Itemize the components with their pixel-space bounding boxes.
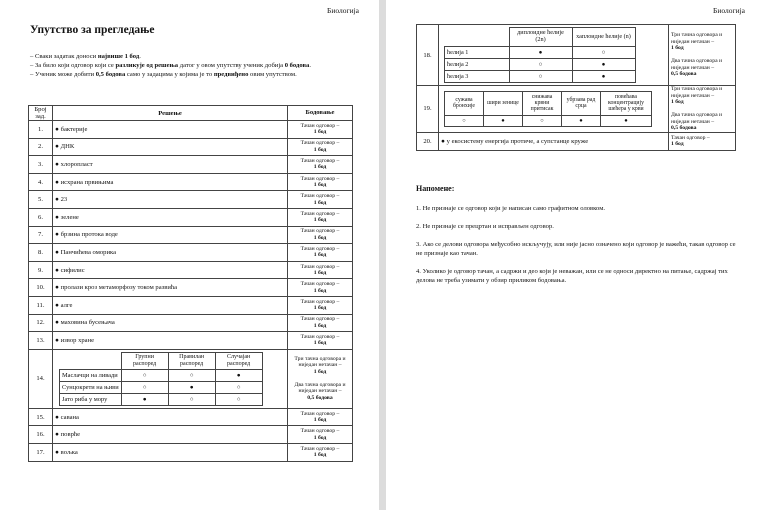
note-item: 4. Уколико је одговор тачан, а садржи и део који је неважан, или се не односи директно на питање, садржај тих делова не треба узимати у обзир приликом бодовања.	[416, 268, 728, 284]
question-19-grid	[439, 86, 669, 133]
page-header: Биологија	[713, 6, 745, 15]
solution-text: ● поврће	[53, 426, 288, 444]
note-item: 3. Ако се делови одговора међусобно искључују, или није јасно означено који одговор је важећи, такав одговор се не признаје као тачан.	[416, 241, 736, 257]
grid-row-label: Маслачци на ливади	[60, 369, 122, 381]
question-number: 12.	[29, 314, 53, 332]
grid-mark: ○	[121, 381, 168, 393]
question-number: 9.	[29, 261, 53, 279]
question-number: 3.	[29, 156, 53, 174]
column-header-number: Број зад.	[29, 106, 53, 121]
question-number: 2.	[29, 138, 53, 156]
solution-text: ● алге	[53, 296, 288, 314]
solution-text: ● савана	[53, 408, 288, 426]
grid-row-label: Сунцокрети на њиви	[60, 381, 122, 393]
points-cell: Тачан одговор – 1 бод	[288, 261, 353, 279]
grid-column-header: Случајан распоред	[215, 352, 262, 369]
answer-table	[416, 24, 736, 151]
points-cell: Тачан одговор – 1 бод	[288, 121, 353, 139]
grid-column-header: шири зенице	[484, 91, 523, 115]
grid-column-header: снижава крвни притисак	[523, 91, 562, 115]
solution-text: ● хлоропласт	[53, 156, 288, 174]
table-row	[417, 86, 736, 133]
grid-row-label: ћелија 3	[445, 71, 510, 83]
answer-table	[28, 105, 353, 462]
grid-row-label: ћелија 1	[445, 47, 510, 59]
points-cell: Тачан одговор – 1 бод	[288, 279, 353, 297]
instruction-line: – За било који одговор који се разликује од решења датог у овом упутству ученик добија 0 бодова.	[30, 62, 311, 69]
grid-mark: ○	[509, 71, 572, 83]
points-cell: Тачан одговор – 1 бод	[288, 443, 353, 461]
table-row	[29, 426, 353, 444]
instruction-line: – Ученик може добити 0,5 бодова само у задацима у којима је то предвиђено овим упутством.	[30, 71, 297, 78]
points-cell: Три тачна одговора и ниједан нетачан – 1 бод Два тачна одговора и ниједан нетачан – 0,5 бодова	[669, 86, 736, 133]
table-row	[29, 349, 353, 408]
points-cell: Тачан одговор – 1 бод	[288, 156, 353, 174]
question-number: 11.	[29, 296, 53, 314]
solution-text: ● пролази кроз метаморфозу током развића	[53, 279, 288, 297]
grid-mark: ●	[168, 381, 215, 393]
grid-mark: ●	[562, 115, 601, 126]
question-number: 16.	[29, 426, 53, 444]
grid-mark: ●	[601, 115, 652, 126]
points-cell: Тачан одговор – 1 бод	[288, 296, 353, 314]
grid-column-header: диплоидне ћелије (2n)	[509, 28, 572, 47]
question-number: 18.	[417, 25, 439, 86]
points-cell: Тачан одговор – 1 бод	[288, 138, 353, 156]
grid-mark: ●	[484, 115, 523, 126]
grid-column-header: повећава концентрацију шећера у крви	[601, 91, 652, 115]
grid-mark: ●	[121, 393, 168, 405]
question-number: 14.	[29, 349, 53, 408]
question-number: 1.	[29, 121, 53, 139]
question-number: 7.	[29, 226, 53, 244]
question-14-grid	[53, 349, 288, 408]
table-row	[29, 173, 353, 191]
points-cell: Три тачна одговора и ниједан нетачан – 1 бод Два тачна одговора и ниједан нетачан – 0,5 бодова	[669, 25, 736, 86]
question-number: 10.	[29, 279, 53, 297]
table-row	[29, 408, 353, 426]
question-number: 8.	[29, 244, 53, 262]
note-item: 1. Не признаје се одговор који је написан само графитном оловком.	[416, 205, 606, 212]
table-row	[29, 156, 353, 174]
question-number: 4.	[29, 173, 53, 191]
question-number: 5.	[29, 191, 53, 209]
grid-mark: ○	[215, 381, 262, 393]
page-title: Упутство за прегледање	[30, 24, 155, 36]
grid-mark: ○	[523, 115, 562, 126]
column-header-points: Бодовање	[288, 106, 353, 121]
grid-mark: ●	[215, 369, 262, 381]
question-number: 13.	[29, 332, 53, 350]
solution-text: ● сифилис	[53, 261, 288, 279]
table-row	[29, 443, 353, 461]
table-row	[29, 279, 353, 297]
grid-column-header: Групни распоред	[121, 352, 168, 369]
grid-column-header: убрзава рад срца	[562, 91, 601, 115]
question-number: 19.	[417, 86, 439, 133]
points-cell: Тачан одговор – 1 бод	[288, 408, 353, 426]
grid-column-header: Правилан распоред	[168, 352, 215, 369]
grid-mark: ○	[121, 369, 168, 381]
notes-section	[416, 184, 736, 294]
grid-mark: ○	[168, 369, 215, 381]
points-cell: Тачан одговор – 1 бод	[288, 314, 353, 332]
grid-mark: ●	[572, 71, 635, 83]
points-cell: Тачан одговор – 1 бод	[669, 132, 736, 150]
table-row	[29, 261, 353, 279]
points-cell: Тачан одговор – 1 бод	[288, 226, 353, 244]
grid-mark: ○	[572, 47, 635, 59]
table-row	[29, 314, 353, 332]
table-row	[29, 244, 353, 262]
grid-column-header: сужава бронхије	[445, 91, 484, 115]
table-row	[417, 25, 736, 86]
solution-text: ● зелене	[53, 208, 288, 226]
question-number: 15.	[29, 408, 53, 426]
solution-text: ● у екосистему енергија протиче, а супстанце круже	[439, 132, 669, 150]
solution-text: ● вољка	[53, 443, 288, 461]
answer-key-page-right	[386, 0, 765, 510]
grid-mark: ●	[509, 47, 572, 59]
grid-column-header: хаплоидне ћелије (n)	[572, 28, 635, 47]
page-header: Биологија	[327, 6, 359, 15]
solution-text: ● 23	[53, 191, 288, 209]
instructions	[30, 52, 355, 79]
points-cell: Тачан одговор – 1 бод	[288, 332, 353, 350]
table-row	[29, 121, 353, 139]
grid-row-label: Јато риба у мору	[60, 393, 122, 405]
question-number: 6.	[29, 208, 53, 226]
answer-key-page-left	[0, 0, 379, 510]
table-row	[417, 132, 736, 150]
table-row	[29, 226, 353, 244]
points-cell: Тачан одговор – 1 бод	[288, 191, 353, 209]
notes-title: Напомене:	[416, 184, 455, 193]
points-cell: Тачан одговор – 1 бод	[288, 244, 353, 262]
points-cell: Тачан одговор – 1 бод	[288, 173, 353, 191]
grid-mark: ○	[215, 393, 262, 405]
table-row	[29, 191, 353, 209]
grid-mark: ○	[445, 115, 484, 126]
solution-text: ● маховина бусењача	[53, 314, 288, 332]
table-row	[29, 138, 353, 156]
column-header-solution: Решење	[53, 106, 288, 121]
grid-row-label: ћелија 2	[445, 59, 510, 71]
question-number: 17.	[29, 443, 53, 461]
grid-mark: ○	[168, 393, 215, 405]
table-row	[29, 296, 353, 314]
note-item: 2. Не признаје се прецртан и исправљен одговор.	[416, 223, 554, 230]
points-cell: Тачан одговор – 1 бод	[288, 426, 353, 444]
solution-text: ● Панчићева оморика	[53, 244, 288, 262]
points-cell: Тачан одговор – 1 бод	[288, 208, 353, 226]
grid-mark: ●	[572, 59, 635, 71]
points-cell: Три тачна одговора и ниједан нетачан – 1 бод Два тачна одговора и ниједан нетачан – 0,5 бодова	[288, 349, 353, 408]
solution-text: ● брзина протока воде	[53, 226, 288, 244]
grid-mark: ○	[509, 59, 572, 71]
solution-text: ● бактерије	[53, 121, 288, 139]
solution-text: ● извор хране	[53, 332, 288, 350]
question-18-grid	[439, 25, 669, 86]
table-row	[29, 332, 353, 350]
solution-text: ● исхрана првињима	[53, 173, 288, 191]
solution-text: ● ДНК	[53, 138, 288, 156]
table-row	[29, 208, 353, 226]
question-number: 20.	[417, 132, 439, 150]
instruction-line: – Сваки задатак доноси највише 1 бод.	[30, 53, 141, 60]
